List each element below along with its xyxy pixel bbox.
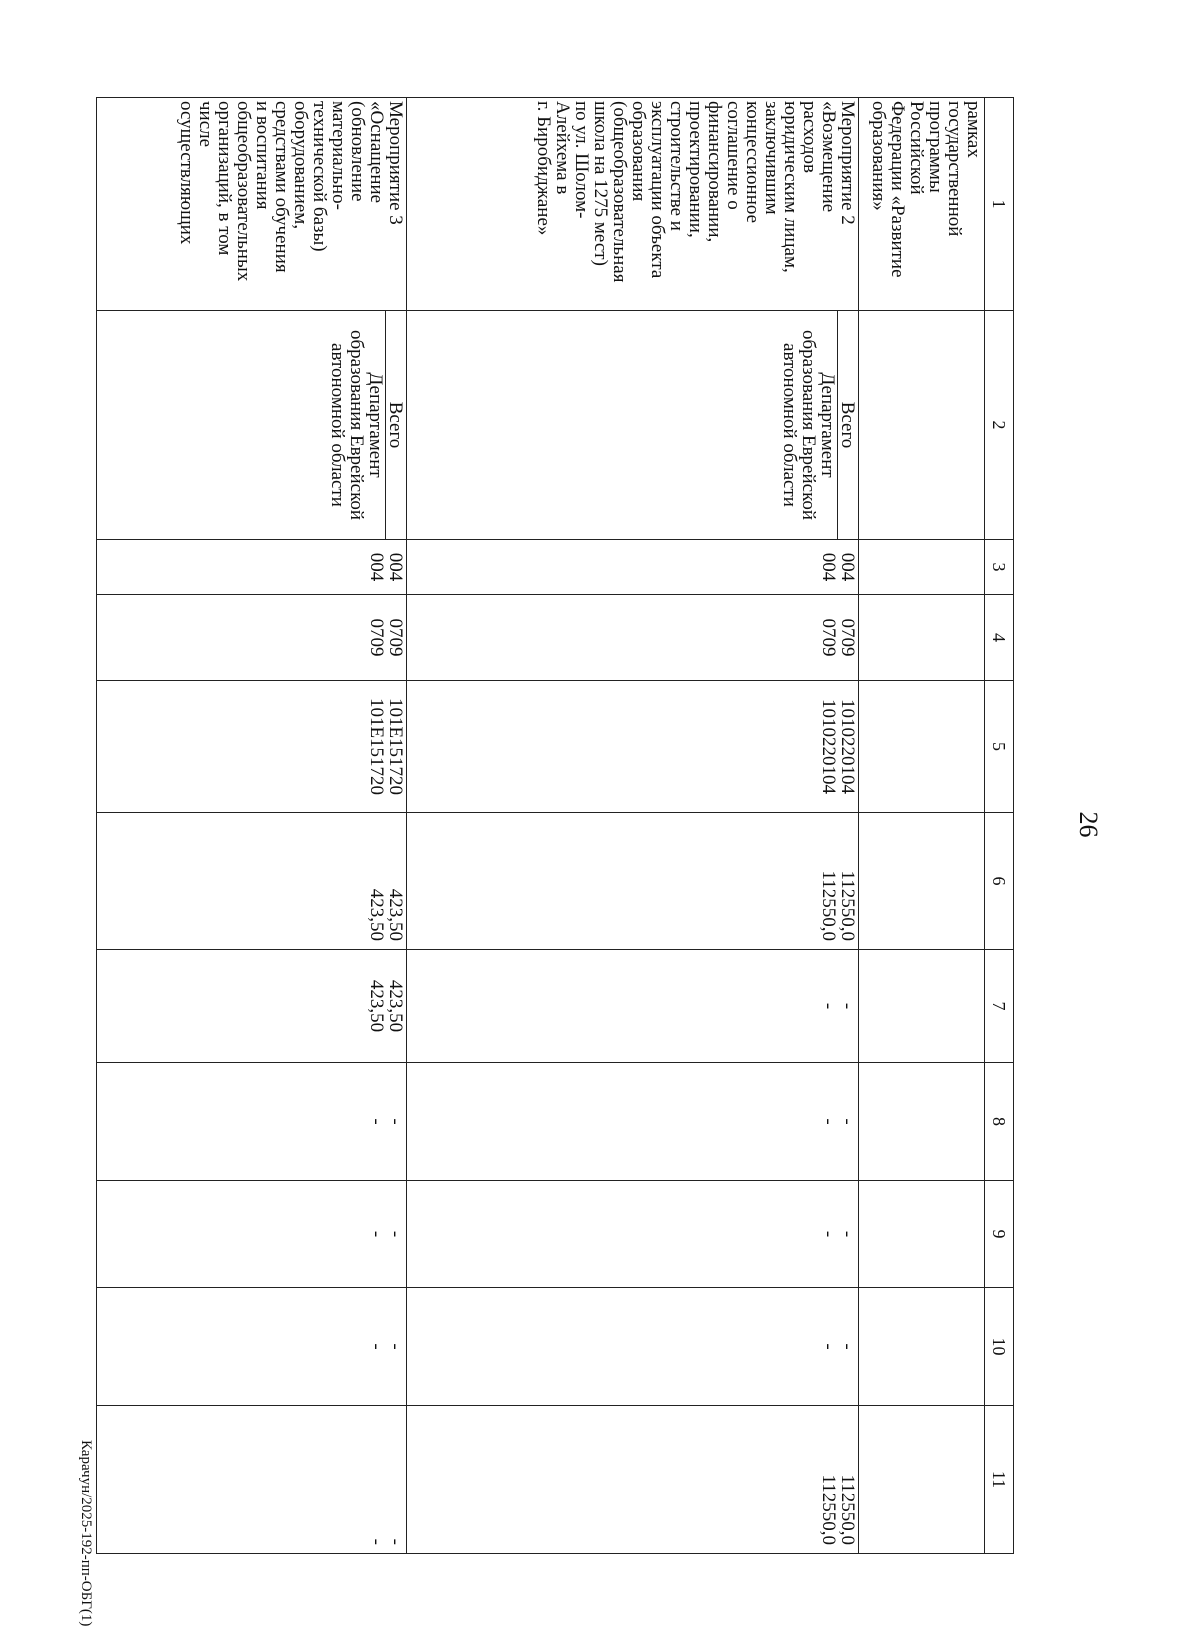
measure-description: Мероприятие 3 «Оснащение (обновление материально- технической базы) оборудованием, средствами обучения и воспитания общеобразовательных организаций, в том числе осуществляющих bbox=[97, 98, 407, 311]
total-cell bbox=[97, 813, 407, 950]
target-value: 1010220104 bbox=[818, 699, 839, 794]
total-value: 112550,0 bbox=[818, 870, 839, 941]
column-header: 5 bbox=[985, 681, 1014, 813]
y2024-value: - bbox=[818, 1002, 839, 1010]
executor-name: Департамент образования Еврейской автономной области bbox=[328, 311, 386, 539]
y2026-value: - bbox=[837, 1230, 858, 1238]
grbs-cell bbox=[407, 540, 859, 595]
y2028-cell bbox=[97, 1406, 407, 1554]
column-header: 10 bbox=[985, 1288, 1014, 1406]
total-value: 112550,0 bbox=[837, 870, 858, 941]
column-header: 3 bbox=[985, 540, 1014, 595]
column-header: 7 bbox=[985, 950, 1014, 1063]
executor-name: Департамент образования Еврейской автономной области bbox=[780, 311, 838, 539]
executor-cell bbox=[407, 311, 859, 540]
section-value: 0709 bbox=[366, 618, 387, 657]
grbs-value: 004 bbox=[837, 552, 858, 582]
y2026-cell bbox=[407, 1181, 859, 1288]
section-cell bbox=[97, 595, 407, 681]
executor-total-label: Всего bbox=[837, 401, 858, 449]
y2025-value: - bbox=[366, 1118, 387, 1125]
table-row bbox=[407, 98, 859, 1554]
document-code: Карачун/2025-192-пп-ОБГ(1) bbox=[78, 1440, 94, 1627]
y2027-value: - bbox=[837, 1343, 858, 1350]
budget-table bbox=[96, 97, 1014, 1554]
table-row bbox=[97, 98, 407, 1554]
target-value: 101Е151720 bbox=[385, 697, 406, 796]
y2027-cell bbox=[97, 1288, 407, 1406]
y2024-cell bbox=[97, 950, 407, 1063]
section-cell bbox=[859, 595, 985, 681]
table-row bbox=[859, 98, 985, 1554]
section-value: 0709 bbox=[385, 618, 406, 657]
total-value: 423,50 bbox=[385, 888, 406, 941]
y2028-cell bbox=[407, 1406, 859, 1554]
y2027-cell bbox=[407, 1288, 859, 1406]
header-row bbox=[985, 98, 1014, 1554]
executor-cell bbox=[97, 311, 407, 540]
column-header: 4 bbox=[985, 595, 1014, 681]
y2028-value: - bbox=[385, 1538, 406, 1545]
y2025-cell bbox=[859, 1063, 985, 1181]
page-number: 26 bbox=[1074, 811, 1103, 838]
y2024-cell bbox=[859, 950, 985, 1063]
y2027-cell bbox=[859, 1288, 985, 1406]
column-header: 9 bbox=[985, 1181, 1014, 1288]
measure-description: рамках государственной программы Российской Федерации «Развитие образования» bbox=[859, 98, 985, 311]
grbs-value: 004 bbox=[818, 552, 839, 582]
column-header: 1 bbox=[985, 98, 1014, 311]
y2028-value: 112550,0 bbox=[818, 1474, 839, 1545]
y2026-value: - bbox=[818, 1230, 839, 1238]
section-cell bbox=[407, 595, 859, 681]
y2028-cell bbox=[859, 1406, 985, 1554]
y2026-cell bbox=[97, 1181, 407, 1288]
y2026-cell bbox=[859, 1181, 985, 1288]
y2024-value: 423,50 bbox=[366, 979, 387, 1033]
y2025-value: - bbox=[837, 1118, 858, 1125]
column-header: 6 bbox=[985, 813, 1014, 950]
grbs-value: 004 bbox=[366, 552, 387, 582]
target-cell bbox=[407, 681, 859, 813]
total-cell bbox=[859, 813, 985, 950]
grbs-cell bbox=[859, 540, 985, 595]
y2025-cell bbox=[407, 1063, 859, 1181]
y2026-value: - bbox=[366, 1230, 387, 1238]
target-value: 101Е151720 bbox=[366, 697, 387, 796]
executor-total-label: Всего bbox=[385, 401, 406, 449]
y2025-value: - bbox=[385, 1118, 406, 1125]
section-value: 0709 bbox=[818, 618, 839, 657]
measure-description: Мероприятие 2 «Возмещение расходов юридическим лицам, заключившим концессионное соглашение о финансировании, проектировании, строительстве и эксплуатации объекта образования (общеобразовательная школа на 1275 мест) по ул. Шолом- Алейхема в г. Биробиджане» bbox=[407, 98, 859, 311]
y2027-value: - bbox=[366, 1343, 387, 1350]
y2024-value: - bbox=[837, 1002, 858, 1010]
y2024-value: 423,50 bbox=[385, 979, 406, 1033]
column-header: 2 bbox=[985, 311, 1014, 540]
table-body bbox=[97, 98, 985, 1554]
column-header: 11 bbox=[985, 1406, 1014, 1554]
target-cell bbox=[859, 681, 985, 813]
y2028-value: 112550,0 bbox=[837, 1474, 858, 1545]
y2026-value: - bbox=[385, 1230, 406, 1238]
target-value: 1010220104 bbox=[837, 699, 858, 794]
grbs-cell bbox=[97, 540, 407, 595]
y2027-value: - bbox=[818, 1343, 839, 1350]
y2024-cell bbox=[407, 950, 859, 1063]
y2025-cell bbox=[97, 1063, 407, 1181]
y2027-value: - bbox=[385, 1343, 406, 1350]
section-value: 0709 bbox=[837, 618, 858, 657]
column-header: 8 bbox=[985, 1063, 1014, 1181]
total-value: 423,50 bbox=[366, 888, 387, 941]
total-cell bbox=[407, 813, 859, 950]
target-cell bbox=[97, 681, 407, 813]
executor-cell bbox=[859, 311, 985, 540]
grbs-value: 004 bbox=[385, 552, 406, 582]
y2025-value: - bbox=[818, 1118, 839, 1125]
y2028-value: - bbox=[366, 1538, 387, 1545]
